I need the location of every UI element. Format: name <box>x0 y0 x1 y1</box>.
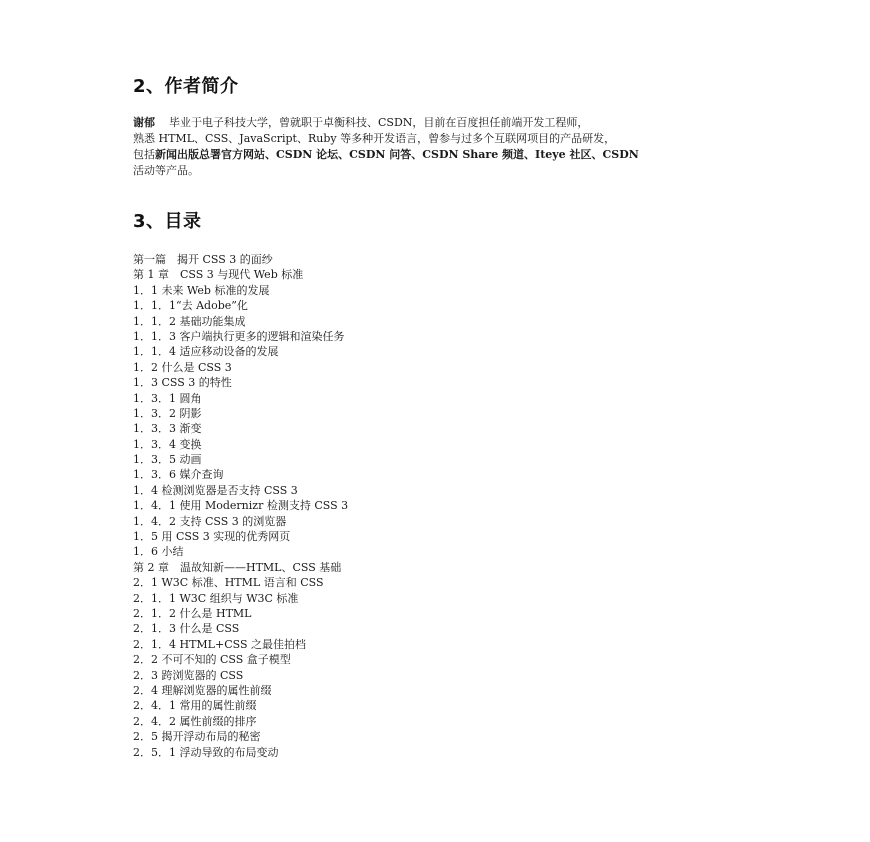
author-name: 谢郁 <box>133 116 155 129</box>
table-of-contents <box>133 252 753 760</box>
toc-entry: 2．1 W3C 标准、HTML 语言和 CSS <box>133 576 324 590</box>
toc-entry: 2．2 不可不知的 CSS 盒子模型 <box>133 653 291 667</box>
toc-entry: 第 2 章 温故知新——HTML、CSS 基础 <box>133 560 342 574</box>
toc-entry: 1．4 检测浏览器是否支持 CSS 3 <box>133 483 298 497</box>
bio-line-1 <box>133 115 753 131</box>
toc-entry: 1．3．5 动画 <box>133 453 202 467</box>
toc-entry: 1．3．1 圆角 <box>133 391 202 405</box>
toc-section-heading: 3、目录 <box>133 211 202 232</box>
toc-entry: 1．2 什么是 CSS 3 <box>133 360 232 374</box>
toc-entry: 第一篇 揭开 CSS 3 的面纱 <box>133 253 273 266</box>
bio-line-2: 熟悉 HTML、CSS、JavaScript、Ruby 等多种开发语言，曾参与过多个互联网项目的产品研发， <box>133 132 616 145</box>
toc-entry: 1．1．3 客户端执行更多的逻辑和渲染任务 <box>133 329 345 343</box>
toc-entry: 第 1 章 CSS 3 与现代 Web 标准 <box>133 268 304 282</box>
toc-entry: 2．4．2 属性前缀的排序 <box>133 714 257 728</box>
toc-entry: 1．1．2 基础功能集成 <box>133 314 246 328</box>
toc-entry: 2．5 揭开浮动布局的秘密 <box>133 730 261 744</box>
toc-entry: 1．3．4 变换 <box>133 437 202 451</box>
author-section-heading: 2、作者简介 <box>133 76 239 97</box>
toc-entry: 2．5．1 浮动导致的布局变动 <box>133 745 279 759</box>
toc-entry: 2．3 跨浏览器的 CSS <box>133 668 244 682</box>
toc-entry: 2．1．2 什么是 HTML <box>133 606 252 620</box>
toc-entry: 1．5 用 CSS 3 实现的优秀网页 <box>133 530 291 544</box>
bio-line-3-prefix: 包括 <box>133 148 155 161</box>
toc-entry: 1．1．1“去 Adobe”化 <box>133 299 248 313</box>
toc-entry: 1．6 小结 <box>133 545 184 559</box>
toc-entry: 2．4．1 常用的属性前缀 <box>133 699 257 713</box>
toc-entry: 1．3．3 渐变 <box>133 422 202 436</box>
bio-products-list: 新闻出版总署官方网站、CSDN 论坛、CSDN 问答、CSDN Share 频道、Iteye 社区、CSDN <box>155 148 639 161</box>
author-bio <box>133 115 753 179</box>
toc-entry: 1．1 未来 Web 标准的发展 <box>133 283 270 297</box>
toc-entry: 1．4．1 使用 Modernizr 检测支持 CSS 3 <box>133 499 349 513</box>
toc-entry: 1．4．2 支持 CSS 3 的浏览器 <box>133 514 287 528</box>
toc-entry: 2．1．1 W3C 组织与 W3C 标准 <box>133 591 299 605</box>
toc-entry: 2．4 理解浏览器的属性前缀 <box>133 683 272 697</box>
bio-line-3 <box>133 147 753 163</box>
toc-entry: 1．3 CSS 3 的特性 <box>133 376 232 390</box>
toc-entry: 1．3．6 媒介查询 <box>133 468 224 482</box>
bio-line-4: 活动等产品。 <box>133 164 199 177</box>
toc-entry: 2．1．4 HTML+CSS 之最佳拍档 <box>133 637 306 651</box>
toc-entry: 1．3．2 阴影 <box>133 406 202 420</box>
toc-entry: 1．1．4 适应移动设备的发展 <box>133 345 279 359</box>
bio-line-1-text: 毕业于电子科技大学，曾就职于卓衡科技、CSDN，目前在百度担任前端开发工程师， <box>169 116 589 129</box>
toc-entry: 2．1．3 什么是 CSS <box>133 622 240 636</box>
